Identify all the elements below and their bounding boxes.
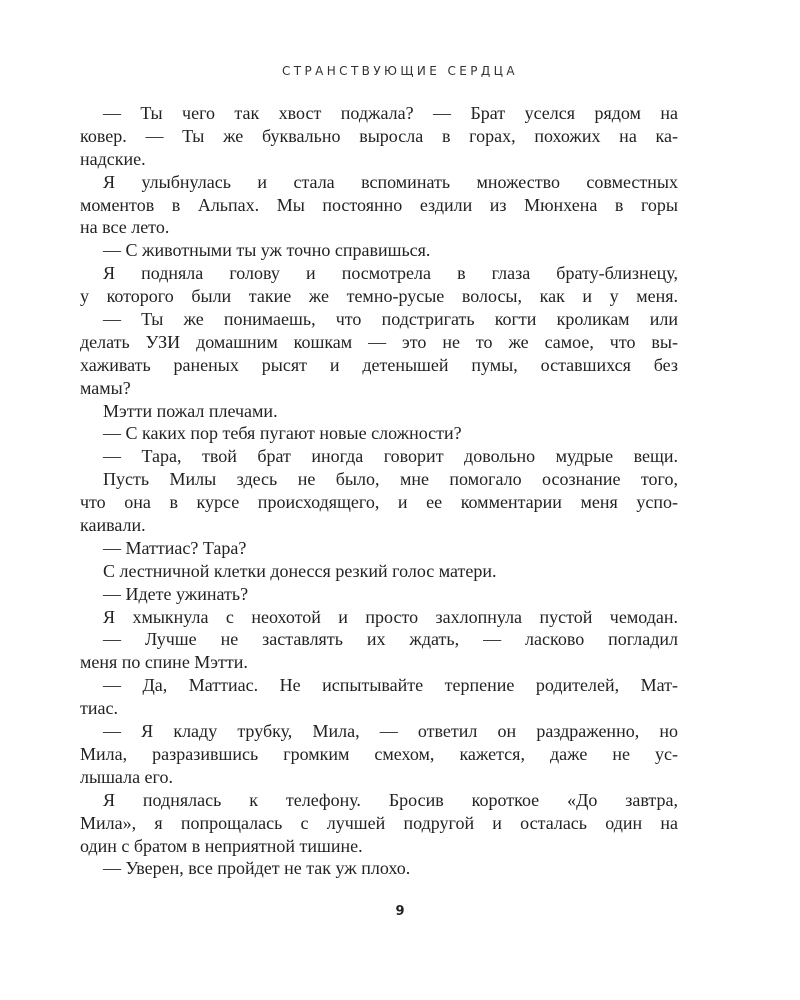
text-line: — С каких пор тебя пугают новые сложности?	[103, 423, 462, 444]
text-line: надские.	[80, 148, 146, 169]
page-number: 9	[395, 904, 405, 919]
text-line: Пусть Милы здесь не было, мне помогало осознание того,	[103, 469, 678, 490]
text-line: меня по спине Мэтти.	[80, 652, 248, 673]
text-line: Мила, разразившись громким смехом, кажется, даже не ус-	[80, 743, 678, 764]
text-line: Я улыбнулась и стала вспоминать множество совместных	[103, 171, 678, 192]
running-head: СТРАНСТВУЮЩИЕ СЕРДЦА	[282, 64, 518, 78]
text-line: один с братом в неприятной тишине.	[80, 835, 363, 856]
text-line: каивали.	[80, 515, 146, 536]
text-line: — Маттиас? Тара?	[103, 537, 247, 558]
text-line: — Ты же понимаешь, что подстригать когти кроликам или	[103, 309, 678, 330]
text-line: ковер. — Ты же буквально выросла в горах, похожих на ка-	[80, 125, 678, 146]
text-line: тиас.	[80, 698, 118, 719]
text-line: моментов в Альпах. Мы постоянно ездили из Мюнхена в горы	[80, 194, 678, 215]
text-line: что она в курсе происходящего, и ее комментарии меня успо-	[80, 492, 678, 513]
text-line: делать УЗИ домашним кошкам — это не то же самое, что вы-	[80, 331, 678, 352]
text-line: лышала его.	[80, 766, 173, 787]
text-line: — Да, Маттиас. Не испытывайте терпение родителей, Мат-	[103, 675, 678, 696]
text-line: — С животными ты уж точно справишься.	[103, 240, 431, 261]
text-line: на все лето.	[80, 217, 170, 238]
text-line: Я поднялась к телефону. Бросив короткое «До завтра,	[103, 789, 678, 810]
body-text	[80, 102, 678, 880]
text-line: — Уверен, все пройдет не так уж плохо.	[103, 858, 411, 879]
text-line: — Я кладу трубку, Мила, — ответил он раздраженно, но	[103, 721, 678, 742]
text-line: — Идете ужинать?	[103, 583, 249, 604]
text-line: С лестничной клетки донесся резкий голос матери.	[103, 560, 497, 581]
text-line: — Тара, твой брат иногда говорит довольно мудрые вещи.	[103, 446, 678, 467]
text-line: у которого были такие же темно-русые волосы, как и у меня.	[80, 286, 678, 307]
text-line: — Ты чего так хвост поджала? — Брат уселся рядом на	[103, 103, 678, 123]
text-line: мамы?	[80, 377, 131, 398]
text-line: хаживать раненых рысят и детенышей пумы, оставшихся без	[80, 354, 678, 375]
text-line: Я хмыкнула с неохотой и просто захлопнула пустой чемодан.	[103, 606, 678, 627]
text-line: Мэтти пожал плечами.	[103, 400, 278, 421]
text-line: Мила», я попрощалась с лучшей подругой и осталась один на	[80, 812, 678, 833]
text-line: — Лучше не заставлять их ждать, — ласково погладил	[103, 629, 678, 650]
text-line: Я подняла голову и посмотрела в глаза брату-близнецу,	[103, 263, 678, 284]
